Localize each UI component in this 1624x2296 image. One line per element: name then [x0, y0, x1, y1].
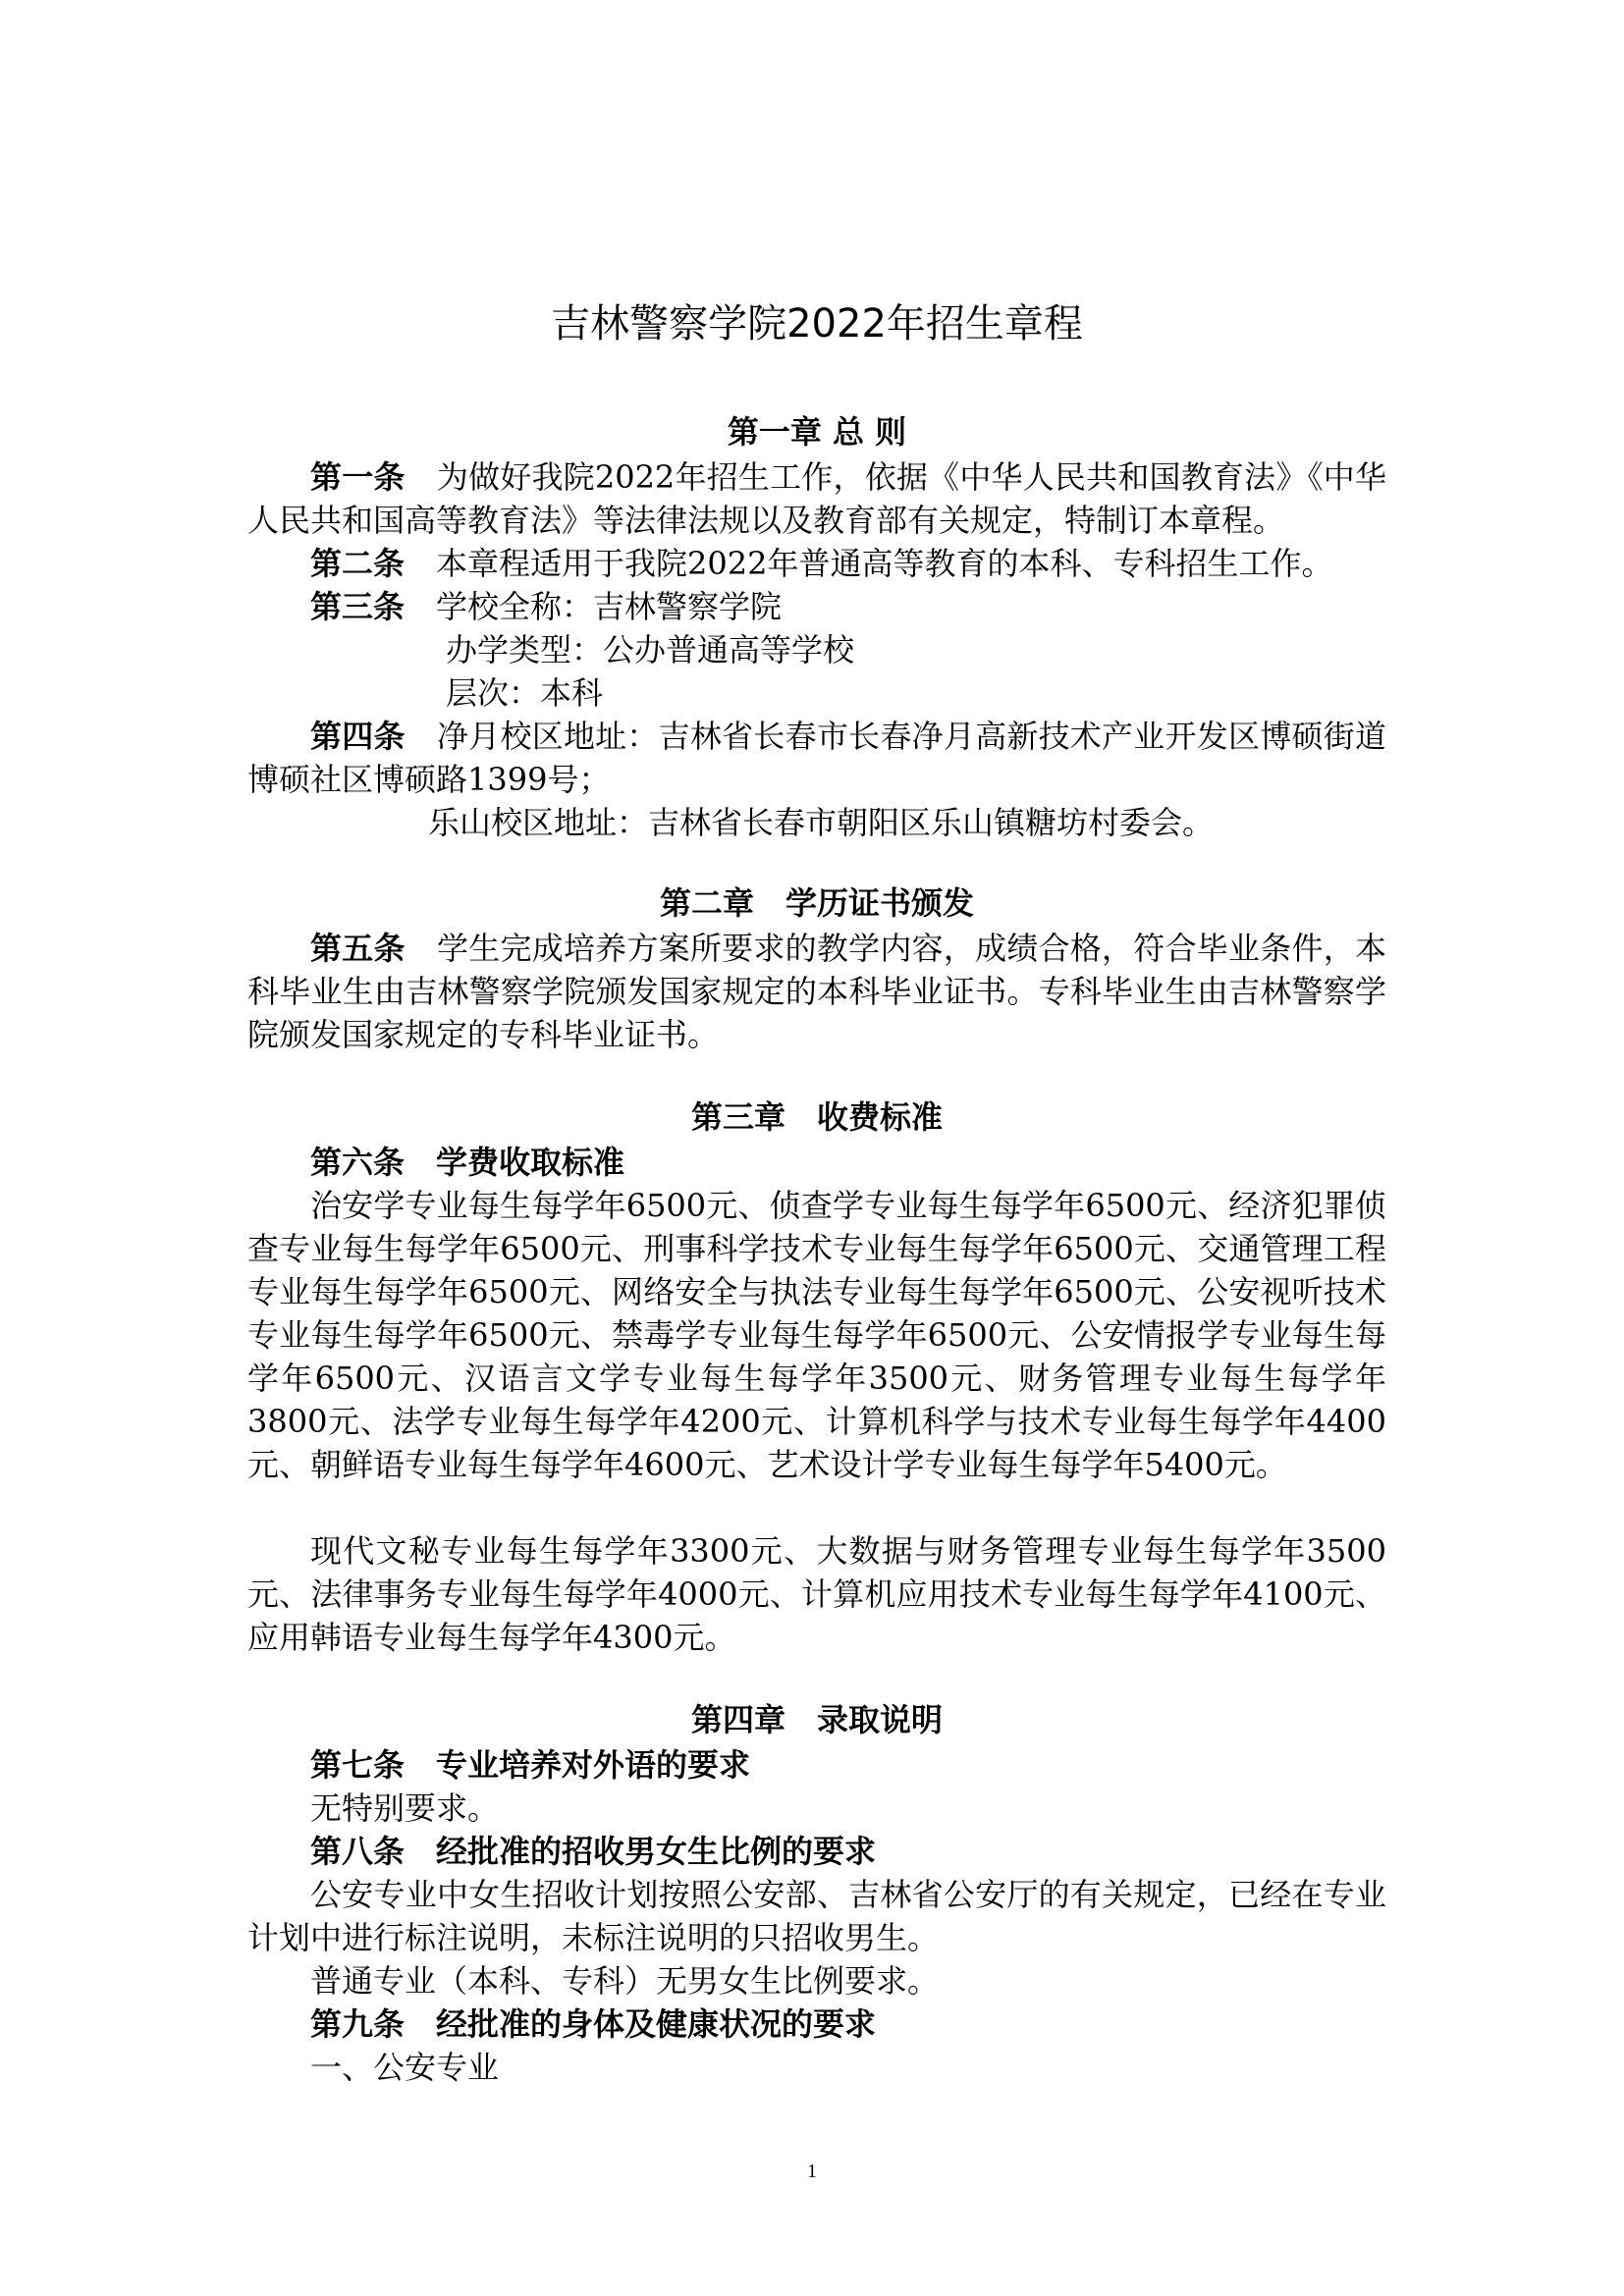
article-3-school-type: 办学类型：公办普通高等学校: [446, 631, 855, 668]
page-number: 1: [807, 2161, 817, 2182]
article-5: [247, 927, 1386, 1056]
article-9-item-1: 一、公安专业: [310, 2049, 500, 2086]
article-9-title: 经批准的身体及健康状况的要求: [436, 2005, 877, 2043]
article-3-label: 第三条: [310, 588, 406, 625]
article-5-text: 学生完成培养方案所要求的教学内容，成绩合格，符合毕业条件，本科毕业生由吉林警察学院颁发国家规定的本科毕业证书。专科毕业生由吉林警察学院颁发国家规定的专科毕业证书。: [247, 930, 1386, 1053]
article-6-heading: [310, 1141, 624, 1184]
article-2-text: 本章程适用于我院2022年普通高等教育的本科、专科招生工作。: [436, 545, 1333, 582]
article-8-label: 第八条: [310, 1833, 406, 1870]
vocational-fees: 现代文秘专业每生每学年3300元、大数据与财务管理专业每生每学年3500元、法律事务专业每生每学年4000元、计算机应用技术专业每生每学年4100元、应用韩语专业每生每学年4300元。: [247, 1532, 1386, 1656]
article-1: [247, 455, 1386, 542]
chapter-2-heading: 第二章 学历证书颁发: [659, 884, 974, 922]
article-3-level: 层次：本科: [446, 674, 604, 712]
article-4-leshan-campus: 乐山校区地址：吉林省长春市朝阳区乐山镇糖坊村委会。: [428, 804, 1215, 841]
chapter-4-heading: 第四章 录取说明: [690, 1701, 943, 1738]
article-8-text-2: 普通专业（本科、专科）无男女生比例要求。: [310, 1962, 940, 2000]
chapter-3-heading: 第三章 收费标准: [690, 1098, 943, 1136]
article-6-title: 学费收取标准: [436, 1144, 625, 1181]
article-4: [247, 715, 1386, 801]
article-5-label: 第五条: [310, 930, 406, 967]
article-7-label: 第七条: [310, 1746, 406, 1784]
article-8-title: 经批准的招收男女生比例的要求: [436, 1833, 877, 1870]
article-1-label: 第一条: [310, 458, 406, 496]
article-6-label: 第六条: [310, 1144, 406, 1181]
article-4-jingyue-campus: 净月校区地址：吉林省长春市长春净月高新技术产业开发区博硕街道博硕社区博硕路1399号；: [247, 718, 1386, 798]
chapter-1-heading: 第一章 总 则: [727, 413, 907, 451]
article-9-heading: [310, 2002, 876, 2046]
article-4-label: 第四条: [310, 718, 406, 755]
article-7-heading: [310, 1743, 750, 1787]
article-8-text-1: 公安专业中女生招收计划按照公安部、吉林省公安厅的有关规定，已经在专业计划中进行标注说明，未标注说明的只招收男生。: [247, 1876, 1386, 1956]
article-8-heading: [310, 1830, 876, 1873]
article-3: [310, 585, 782, 628]
undergraduate-fees: 治安学专业每生每学年6500元、侦查学专业每生每学年6500元、经济犯罪侦查专业每生每学年6500元、刑事科学技术专业每生每学年6500元、交通管理工程专业每生每学年6500元、网络安全与执法专业每生每学年6500元、公安视听技术专业每生每学年6500元、禁毒学专业每生每学年6500元、公安情报学专业每生每学年6500元、汉语言文学专业每生每学年3500元、财务管理专业每生每学年3800元、法学专业每生每学年4200元、计算机科学与技术专业每生每学年4400元、朝鲜语专业每生每学年4600元、艺术设计学专业每生每学年5400元。: [247, 1187, 1386, 1483]
article-9-label: 第九条: [310, 2005, 406, 2043]
article-1-text: 为做好我院2022年招生工作，依据《中华人民共和国教育法》《中华人民共和国高等教育法》等法律法规以及教育部有关规定，特制订本章程。: [247, 458, 1386, 539]
document-title: 吉林警察学院2022年招生章程: [551, 301, 1083, 347]
article-2-label: 第二条: [310, 545, 406, 582]
article-2: [247, 542, 1386, 585]
article-7-title: 专业培养对外语的要求: [436, 1746, 751, 1784]
article-7-text: 无特别要求。: [310, 1789, 500, 1827]
article-3-full-name: 学校全称：吉林警察学院: [436, 588, 783, 625]
